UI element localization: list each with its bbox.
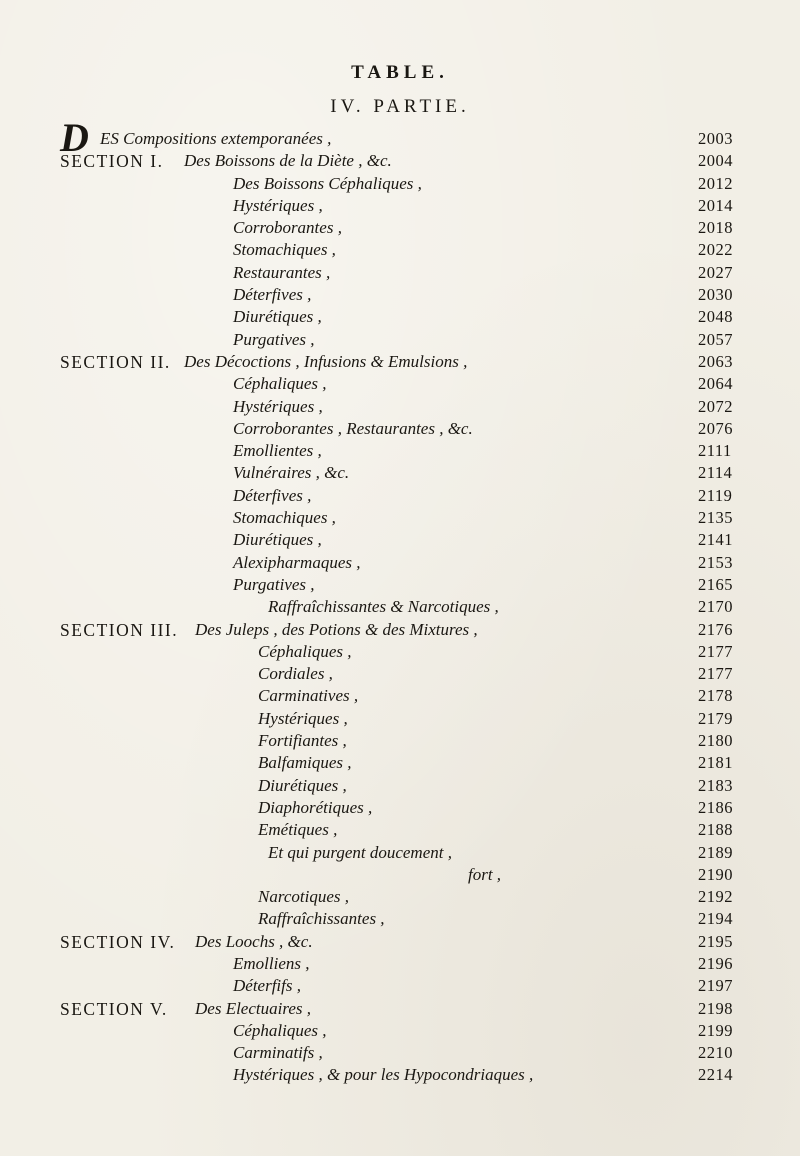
page-number: 2119	[698, 485, 733, 505]
toc-entry	[0, 396, 800, 418]
entry-title: Déterfives ,	[233, 485, 312, 505]
entry-title: Purgatives ,	[233, 574, 315, 594]
page-number: 2177	[698, 664, 733, 684]
toc-entry	[0, 730, 800, 752]
toc-entry	[0, 462, 800, 484]
toc-entry	[0, 195, 800, 217]
toc-entry	[0, 115, 800, 160]
section-label: SECTION I.	[60, 151, 164, 172]
section-label: SECTION III.	[60, 619, 179, 640]
page-number: 2188	[698, 820, 733, 840]
entry-title: Diaphorétiques ,	[258, 797, 373, 817]
entry-title: Purgatives ,	[233, 329, 315, 349]
entry-title: Stomachiques ,	[233, 508, 336, 528]
toc-entry	[0, 775, 800, 797]
page-number: 2178	[698, 686, 733, 706]
page-number: 2165	[698, 574, 733, 594]
page-number: 2063	[698, 351, 733, 371]
toc-entry	[0, 819, 800, 841]
entry-title: Corroborantes , Restaurantes , &c.	[233, 418, 473, 438]
page-number: 2198	[698, 998, 733, 1018]
page-number: 2179	[698, 708, 733, 728]
toc-entry	[0, 953, 800, 975]
page-number: 2022	[698, 240, 733, 260]
entry-title: Emétiques ,	[258, 820, 338, 840]
toc-entry	[0, 351, 800, 373]
section-label: SECTION II.	[60, 351, 171, 372]
page-number: 2189	[698, 842, 733, 862]
entry-title: Corroborantes ,	[233, 218, 342, 238]
page-number: 2181	[698, 753, 733, 773]
toc-entry	[0, 329, 800, 351]
entry-title: Céphaliques ,	[233, 1020, 327, 1040]
entry-title: Raffraîchissantes ,	[258, 909, 385, 929]
page-number: 2199	[698, 1020, 733, 1040]
toc-entry	[0, 1042, 800, 1064]
entry-title: Diurétiques ,	[233, 307, 322, 327]
toc-entry	[0, 998, 800, 1020]
toc-entry	[0, 284, 800, 306]
entry-title: Des Electuaires ,	[195, 998, 311, 1018]
toc-entry	[0, 641, 800, 663]
section-label: SECTION V.	[60, 998, 168, 1019]
entry-title: Restaurantes ,	[233, 262, 331, 282]
entry-title: Narcotiques ,	[258, 887, 349, 907]
toc-entry	[0, 1064, 800, 1086]
entry-title: Des Boissons Céphaliques ,	[233, 173, 422, 193]
page-number: 2030	[698, 285, 733, 305]
toc-entry	[0, 150, 800, 172]
toc-entry	[0, 797, 800, 819]
page-title: TABLE.	[351, 62, 449, 83]
entry-title: Emolliens ,	[233, 953, 310, 973]
toc-entry	[0, 975, 800, 997]
page-number: 2018	[698, 218, 733, 238]
page-number: 2176	[698, 619, 733, 639]
toc-entry	[0, 217, 800, 239]
toc-entry	[0, 574, 800, 596]
entry-title: Hystériques ,	[233, 396, 323, 416]
table-of-contents	[0, 115, 800, 1087]
entry-title: Cordiales ,	[258, 664, 333, 684]
toc-entry	[0, 864, 800, 886]
page-number: 2170	[698, 597, 733, 617]
toc-entry	[0, 440, 800, 462]
page-number: 2014	[698, 195, 733, 215]
entry-title: Hystériques , & pour les Hypocondriaques ,	[233, 1065, 534, 1085]
page-number: 2004	[698, 151, 733, 171]
entry-title: Alexipharmaques ,	[233, 552, 361, 572]
entry-title: Stomachiques ,	[233, 240, 336, 260]
toc-entry	[0, 1020, 800, 1042]
page-number: 2192	[698, 887, 733, 907]
page-number: 2076	[698, 418, 733, 438]
entry-title: fort ,	[468, 864, 502, 884]
page-number: 2057	[698, 329, 733, 349]
page-number: 2135	[698, 508, 733, 528]
page-number: 2196	[698, 953, 733, 973]
entry-title: Des Juleps , des Potions & des Mixtures ,	[195, 619, 478, 639]
page-number: 2003	[698, 129, 733, 148]
toc-entry	[0, 619, 800, 641]
entry-title: Balfamiques ,	[258, 753, 352, 773]
entry-title: ES Compositions extemporanées ,	[100, 129, 332, 148]
entry-title: Céphaliques ,	[258, 641, 352, 661]
entry-title: Vulnéraires , &c.	[233, 463, 350, 483]
toc-entry	[0, 708, 800, 730]
toc-entry	[0, 418, 800, 440]
entry-title: Carminatives ,	[258, 686, 359, 706]
drop-cap-letter: D	[60, 115, 89, 160]
entry-title: Des Loochs , &c.	[195, 931, 313, 951]
toc-entry	[0, 239, 800, 261]
toc-entry	[0, 685, 800, 707]
entry-title: Hystériques ,	[258, 708, 348, 728]
toc-entry	[0, 752, 800, 774]
toc-entry	[0, 507, 800, 529]
page-number: 2064	[698, 374, 733, 394]
page-number: 2214	[698, 1065, 733, 1085]
page-number: 2180	[698, 731, 733, 751]
toc-entry	[0, 552, 800, 574]
toc-entry	[0, 596, 800, 618]
page-number: 2027	[698, 262, 733, 282]
entry-title: Des Décoctions , Infusions & Emulsions ,	[184, 351, 468, 371]
page-number: 2183	[698, 775, 733, 795]
entry-title: Céphaliques ,	[233, 374, 327, 394]
page-number: 2197	[698, 976, 733, 996]
toc-entry	[0, 529, 800, 551]
page-number: 2153	[698, 552, 733, 572]
toc-entry	[0, 663, 800, 685]
toc-entry	[0, 908, 800, 930]
entry-title: Diurétiques ,	[258, 775, 347, 795]
page-number: 2186	[698, 797, 733, 817]
entry-title: Carminatifs ,	[233, 1043, 323, 1063]
entry-title: Hystériques ,	[233, 195, 323, 215]
page-number: 2114	[698, 463, 733, 483]
toc-entry	[0, 886, 800, 908]
toc-entry	[0, 931, 800, 953]
page-number: 2141	[698, 530, 733, 550]
page-number: 2012	[698, 173, 733, 193]
toc-entry	[0, 485, 800, 507]
entry-title: Diurétiques ,	[233, 530, 322, 550]
entry-title: Déterfifs ,	[233, 976, 301, 996]
entry-title: Emollientes ,	[233, 441, 322, 461]
toc-entry	[0, 306, 800, 328]
page-number: 2111	[698, 441, 732, 461]
page-number: 2190	[698, 864, 733, 884]
page-number: 2048	[698, 307, 733, 327]
toc-entry	[0, 262, 800, 284]
section-label: SECTION IV.	[60, 931, 176, 952]
entry-title: Des Boissons de la Diète , &c.	[184, 151, 392, 171]
page-number: 2195	[698, 931, 733, 951]
entry-title: Raffraîchissantes & Narcotiques ,	[268, 597, 499, 617]
part-heading: IV. PARTIE.	[330, 96, 470, 117]
entry-title: Déterfives ,	[233, 285, 312, 305]
page-number: 2210	[698, 1043, 733, 1063]
page-number: 2194	[698, 909, 733, 929]
toc-entry	[0, 842, 800, 864]
entry-title: Et qui purgent doucement ,	[268, 842, 452, 862]
page-number: 2072	[698, 396, 733, 416]
page-number: 2177	[698, 641, 733, 661]
entry-title: Fortifiantes ,	[258, 731, 347, 751]
toc-entry	[0, 373, 800, 395]
toc-entry	[0, 173, 800, 195]
